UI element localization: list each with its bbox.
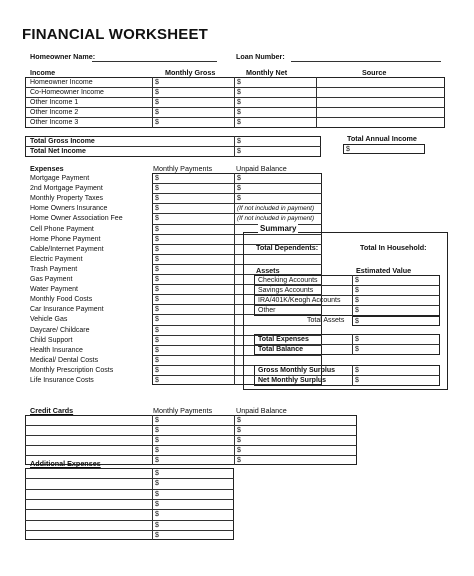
expense-row-label: Car Insurance Payment — [30, 306, 104, 313]
expense-row-label: Health Insurance — [30, 347, 83, 354]
dollar-sign: $ — [155, 89, 159, 96]
dollar-sign: $ — [155, 491, 159, 498]
dollar-sign: $ — [155, 185, 159, 192]
credit-cards-divider — [152, 415, 153, 465]
dollar-sign: $ — [155, 256, 159, 263]
page-title: FINANCIAL WORKSHEET — [22, 26, 209, 43]
dollar-sign: $ — [237, 185, 241, 192]
income-row-label: Homeowner Income — [30, 79, 93, 86]
dollar-sign: $ — [155, 357, 159, 364]
dollar-sign: $ — [237, 175, 241, 182]
dollar-sign: $ — [155, 532, 159, 539]
expense-row-label: Life Insurance Costs — [30, 377, 94, 384]
expense-row-label: Cable/Internet Payment — [30, 246, 104, 253]
dollar-sign: $ — [237, 457, 241, 464]
credit-cards-col-monthly-payments: Monthly Payments — [153, 406, 213, 415]
income-heading: Income — [30, 68, 56, 77]
dollar-sign: $ — [155, 470, 159, 477]
additional-expenses-rowline — [25, 530, 234, 531]
dollar-sign: $ — [155, 79, 159, 86]
total-assets-field[interactable] — [352, 316, 440, 326]
credit-cards-divider — [234, 415, 235, 465]
dollar-sign: $ — [237, 148, 241, 155]
dollar-sign: $ — [346, 146, 350, 153]
dollar-sign: $ — [355, 377, 359, 384]
dollar-sign: $ — [237, 437, 241, 444]
dollar-sign: $ — [155, 306, 159, 313]
dollar-sign: $ — [155, 501, 159, 508]
expense-row-label: Home Phone Payment — [30, 236, 101, 243]
total-assets-label: Total Assets — [307, 317, 345, 324]
expense-row-label: Trash Payment — [30, 266, 78, 273]
income-row-label: Other Income 2 — [30, 109, 79, 116]
dollar-sign: $ — [155, 119, 159, 126]
dollar-sign: $ — [155, 226, 159, 233]
dollar-sign: $ — [155, 286, 159, 293]
expense-row-label: Medical/ Dental Costs — [30, 357, 99, 364]
dollar-sign: $ — [155, 480, 159, 487]
dollar-sign: $ — [155, 457, 159, 464]
dollar-sign: $ — [155, 276, 159, 283]
dollar-sign: $ — [155, 215, 159, 222]
expense-row-label: Gas Payment — [30, 276, 73, 283]
income-col-monthly-net: Monthly Net — [246, 68, 288, 77]
loan-number-label: Loan Number: — [236, 52, 285, 61]
total-household-label: Total In Household: — [360, 243, 427, 252]
income-divider-2 — [234, 77, 235, 128]
asset-row-label: Checking Accounts — [258, 277, 318, 284]
dollar-sign: $ — [237, 109, 241, 116]
income-divider-3 — [316, 77, 317, 128]
income-row-label: Co-Homeowner Income — [30, 89, 104, 96]
dollar-sign: $ — [237, 417, 241, 424]
credit-cards-rowline — [25, 425, 357, 426]
total-annual-income-field[interactable] — [343, 144, 425, 154]
dollar-sign: $ — [155, 266, 159, 273]
dollar-sign: $ — [237, 447, 241, 454]
dollar-sign: $ — [155, 337, 159, 344]
income-rowline — [25, 107, 445, 108]
dollar-sign: $ — [155, 246, 159, 253]
income-divider-1 — [152, 77, 153, 128]
expense-row-label: Home Owners Insurance — [30, 205, 108, 212]
total-gross-income-label: Total Gross Income — [30, 138, 95, 145]
expense-row-label: Vehicle Gas — [30, 316, 68, 323]
dollar-sign: $ — [155, 427, 159, 434]
dollar-sign: $ — [237, 195, 241, 202]
expenses-heading: Expenses — [30, 164, 64, 173]
credit-cards-rowline — [25, 455, 357, 456]
expenses-divider — [234, 173, 235, 385]
estimated-value-heading: Estimated Value — [356, 266, 412, 275]
expense-row-label: Daycare/ Childcare — [30, 327, 90, 334]
expense-row-label: Monthly Prescription Costs — [30, 367, 114, 374]
total-dependents-label: Total Dependents: — [256, 243, 319, 252]
dollar-sign: $ — [155, 437, 159, 444]
dollar-sign: $ — [355, 287, 359, 294]
dollar-sign: $ — [155, 99, 159, 106]
dollar-sign: $ — [155, 447, 159, 454]
expense-row-label: Water Payment — [30, 286, 78, 293]
total-expenses-label: Total Expenses — [258, 336, 309, 343]
expense-row-label: Monthly Food Costs — [30, 296, 93, 303]
dollar-sign: $ — [155, 175, 159, 182]
total-balance-label: Total Balance — [258, 346, 303, 353]
additional-expenses-rowline — [25, 478, 234, 479]
dollar-sign: $ — [355, 297, 359, 304]
income-row-label: Other Income 3 — [30, 119, 79, 126]
expense-row-label: Home Owner Association Fee — [30, 215, 123, 222]
dollar-sign: $ — [355, 346, 359, 353]
dollar-sign: $ — [155, 347, 159, 354]
additional-expenses-rowline — [25, 509, 234, 510]
income-rowline — [25, 97, 445, 98]
expense-row-label: Mortgage Payment — [30, 175, 90, 182]
homeowner-name-label: Homeowner Name: — [30, 52, 96, 61]
credit-cards-grid — [25, 415, 357, 465]
expense-row-label: 2nd Mortgage Payment — [30, 185, 103, 192]
income-col-monthly-gross: Monthly Gross — [165, 68, 216, 77]
dollar-sign: $ — [155, 316, 159, 323]
expense-note: (If not included in payment) — [237, 215, 315, 222]
dollar-sign: $ — [155, 205, 159, 212]
additional-expenses-heading: Additional Expenses — [30, 459, 101, 468]
credit-cards-rowline — [25, 445, 357, 446]
credit-cards-rowline — [25, 435, 357, 436]
dollar-sign: $ — [155, 195, 159, 202]
income-col-source: Source — [362, 68, 387, 77]
dollar-sign: $ — [237, 119, 241, 126]
dollar-sign: $ — [237, 427, 241, 434]
dollar-sign: $ — [155, 522, 159, 529]
assets-rowline — [254, 305, 440, 306]
credit-cards-col-unpaid-balance: Unpaid Balance — [236, 406, 287, 415]
dollar-sign: $ — [355, 318, 359, 325]
gross-monthly-surplus-label: Gross Monthly Surplus — [258, 367, 336, 374]
dollar-sign: $ — [155, 296, 159, 303]
dollar-sign: $ — [237, 79, 241, 86]
summary-heading: Summary — [260, 224, 297, 233]
expense-note: (If not included in payment) — [237, 205, 315, 212]
expenses-col-monthly-payments: Monthly Payments — [153, 164, 213, 173]
total-annual-income-label: Total Annual Income — [347, 134, 417, 143]
expense-row-label: Cell Phone Payment — [30, 226, 94, 233]
homeowner-name-line[interactable] — [92, 61, 217, 62]
assets-heading: Assets — [256, 266, 280, 275]
credit-cards-heading: Credit Cards — [30, 406, 74, 415]
dollar-sign: $ — [355, 367, 359, 374]
dollar-sign: $ — [355, 307, 359, 314]
net-monthly-surplus-label: Net Monthly Surplus — [258, 377, 327, 384]
dollar-sign: $ — [237, 89, 241, 96]
dollar-sign: $ — [355, 336, 359, 343]
income-row-label: Other Income 1 — [30, 99, 79, 106]
dollar-sign: $ — [155, 109, 159, 116]
expense-row-label: Child Support — [30, 337, 73, 344]
income-rowline — [25, 117, 445, 118]
expense-row-label: Electric Payment — [30, 256, 83, 263]
dollar-sign: $ — [155, 511, 159, 518]
dollar-sign: $ — [155, 327, 159, 334]
additional-expenses-rowline — [25, 520, 234, 521]
asset-row-label: Savings Accounts — [258, 287, 314, 294]
dollar-sign: $ — [155, 367, 159, 374]
dollar-sign: $ — [355, 277, 359, 284]
dollar-sign: $ — [237, 99, 241, 106]
additional-expenses-rowline — [25, 489, 234, 490]
total-net-income-label: Total Net Income — [30, 148, 86, 155]
expenses-col-unpaid-balance: Unpaid Balance — [236, 164, 287, 173]
loan-number-line[interactable] — [291, 61, 441, 62]
additional-expenses-rowline — [25, 499, 234, 500]
asset-row-label: IRA/401K/Keogh Accounts — [258, 297, 341, 304]
asset-row-label: Other — [258, 307, 276, 314]
dollar-sign: $ — [237, 138, 241, 145]
expense-row-label: Monthly Property Taxes — [30, 195, 104, 202]
dollar-sign: $ — [155, 377, 159, 384]
dollar-sign: $ — [155, 236, 159, 243]
dollar-sign: $ — [155, 417, 159, 424]
